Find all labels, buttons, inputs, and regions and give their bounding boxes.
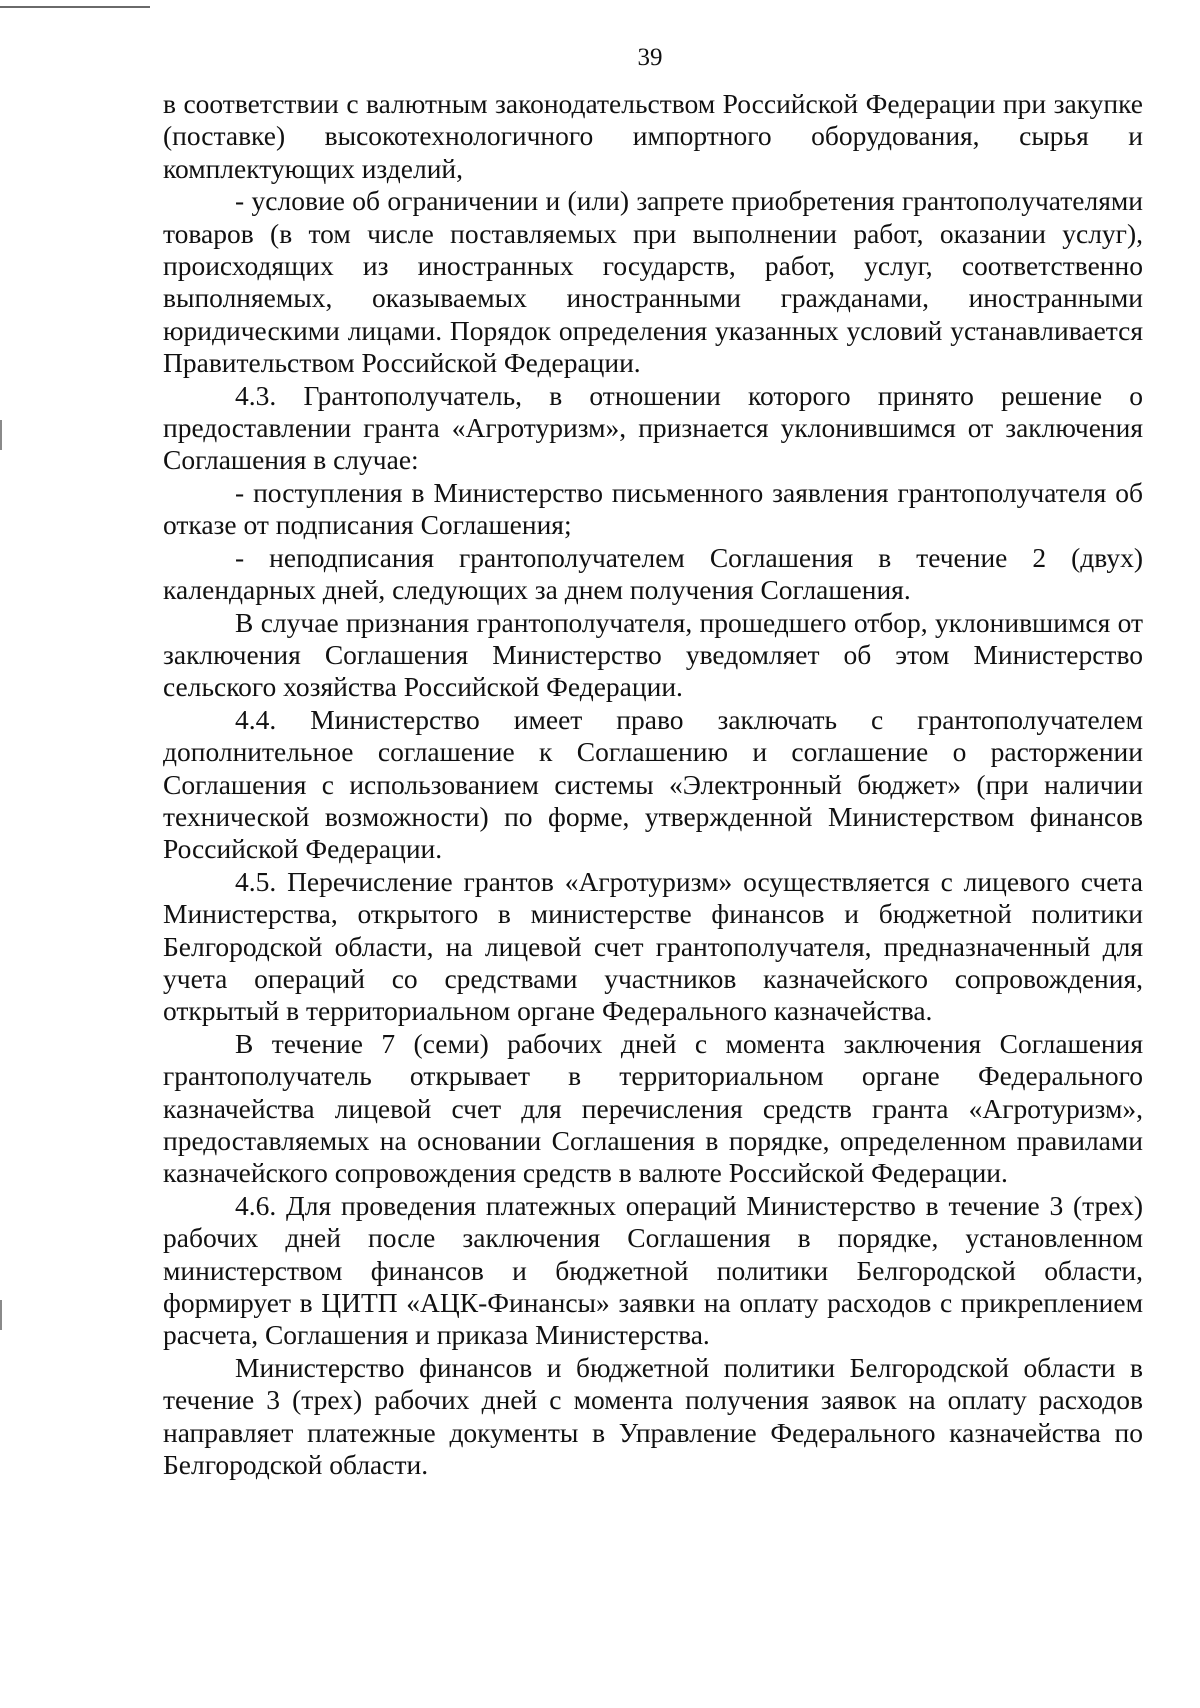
paragraph-notification: В случае признания грантополучателя, прошедшего отбор, уклонившимся от заключения Соглашения Министерство уведомляет об этом Министерство сельского хозяйства Российской Федерации. [163, 606, 1143, 703]
paragraph-list-item-unsigned: - неподписания грантополучателем Соглашения в течение 2 (двух) календарных дней, следующих за днем получения Соглашения. [163, 541, 1143, 606]
paragraph-4-3: 4.3. Грантополучатель, в отношении которого принято решение о предоставлении гранта «Агротуризм», признается уклонившимся от заключения Соглашения в случае: [163, 379, 1143, 476]
document-body [163, 88, 1143, 1481]
scan-edge-line [0, 6, 150, 8]
page-number: 39 [637, 44, 663, 71]
paragraph-4-5: 4.5. Перечисление грантов «Агротуризм» осуществляется с лицевого счета Министерства, открытого в министерстве финансов и бюджетной политики Белгородской области, на лицевой счет грантополучателя, предназначенный для учета операций со средствами участников казначейского сопровождения, открытый в территориальном органе Федерального казначейства. [163, 865, 1143, 1027]
scan-margin-mark [0, 1300, 2, 1330]
paragraph-payment-documents: Министерство финансов и бюджетной политики Белгородской области в течение 3 (трех) рабочих дней с момента получения заявок на оплату расходов направляет платежные документы в Управление Федерального казначейства по Белгородской области. [163, 1351, 1143, 1481]
paragraph-continuation: в соответствии с валютным законодательством Российской Федерации при закупке (поставке) высокотехнологичного импортного оборудования, сырья и комплектующих изделий, [163, 88, 1143, 184]
paragraph-4-6: 4.6. Для проведения платежных операций Министерство в течение 3 (трех) рабочих дней после заключения Соглашения в порядке, установленном министерством финансов и бюджетной политики Белгородской области, формирует в ЦИТП «АЦК-Финансы» заявки на оплату расходов с прикреплением расчета, Соглашения и приказа Министерства. [163, 1189, 1143, 1351]
paragraph-condition-restriction: - условие об ограничении и (или) запрете приобретения грантополучателями товаров (в том числе поставляемых при выполнении работ, оказании услуг), происходящих из иностранных государств, работ, услуг, соответственно выполняемых, оказываемых иностранными гражданами, иностранными юридическими лицами. Порядок определения указанных условий устанавливается Правительством Российской Федерации. [163, 185, 1143, 379]
paragraph-4-4: 4.4. Министерство имеет право заключать с грантополучателем дополнительное соглашение к Соглашению и соглашение о расторжении Соглашения с использованием системы «Электронный бюджет» (при наличии технической возможности) по форме, утвержденной Министерством финансов Российской Федерации. [163, 703, 1143, 865]
paragraph-list-item-refusal: - поступления в Министерство письменного заявления грантополучателя об отказе от подписания Соглашения; [163, 476, 1143, 541]
paragraph-account-opening: В течение 7 (семи) рабочих дней с момента заключения Соглашения грантополучатель открывает в территориальном органе Федерального казначейства лицевой счет для перечисления средств гранта «Агротуризм», предоставляемых на основании Соглашения в порядке, определенном правилами казначейского сопровождения средств в валюте Российской Федерации. [163, 1027, 1143, 1189]
scan-margin-mark [0, 420, 2, 450]
